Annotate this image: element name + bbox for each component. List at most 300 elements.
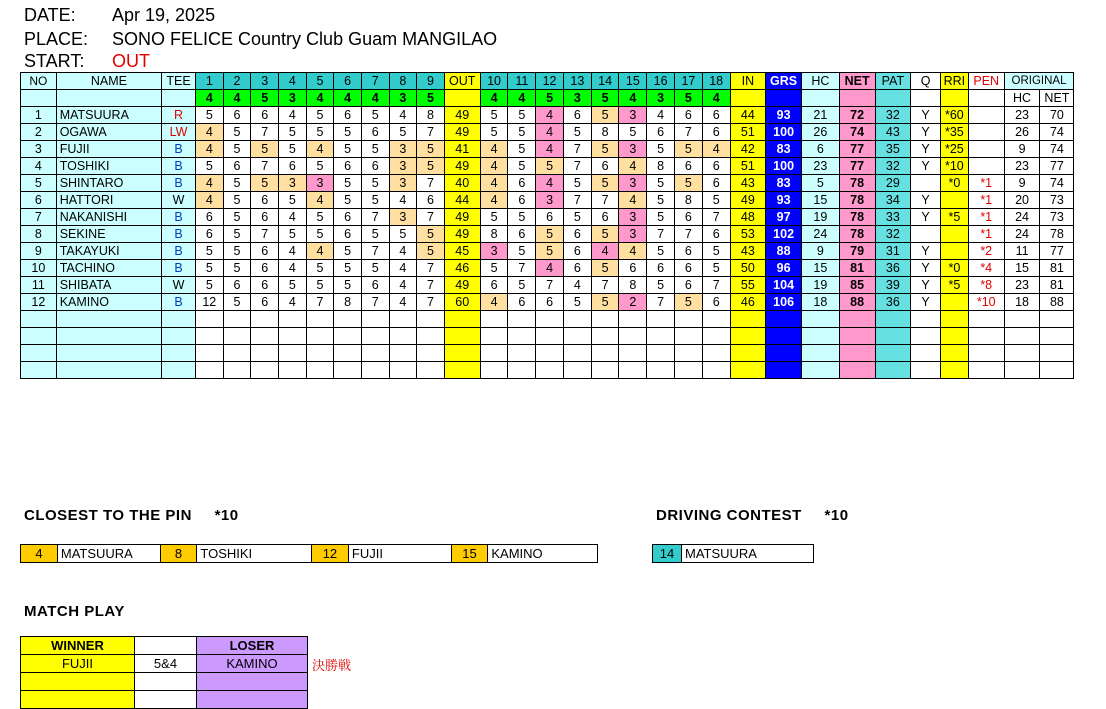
hole-score <box>619 362 647 379</box>
driving-contest-heading <box>656 507 849 524</box>
ctp-name: MATSUURA <box>58 545 161 562</box>
player-no <box>21 362 57 379</box>
orig-net-header: NET <box>1040 90 1074 107</box>
hole-score: 5 <box>619 124 647 141</box>
gross-score: 96 <box>766 260 802 277</box>
col-hole: 7 <box>361 73 389 90</box>
original-net: 88 <box>1040 294 1074 311</box>
player-row <box>21 226 1106 243</box>
col-q: Q <box>911 73 941 90</box>
hole-score <box>251 311 279 328</box>
hole-score: 5 <box>675 294 703 311</box>
original-net: 81 <box>1040 260 1074 277</box>
par-value: 3 <box>563 90 591 107</box>
hole-score <box>223 311 251 328</box>
handicap: 26 <box>802 124 840 141</box>
out-total: 60 <box>444 294 480 311</box>
putts: 31 <box>875 243 911 260</box>
hole-score: 5 <box>508 209 536 226</box>
hole-score <box>278 345 306 362</box>
hole-score: 4 <box>306 192 334 209</box>
hole-score: 6 <box>508 294 536 311</box>
penalty: *10 <box>968 294 1004 311</box>
hole-score: 4 <box>195 141 223 158</box>
hole-score: 4 <box>278 107 306 124</box>
empty-row <box>21 362 1106 379</box>
hole-score <box>647 311 675 328</box>
penalty <box>968 328 1004 345</box>
out-total: 49 <box>444 277 480 294</box>
hole-score: 4 <box>278 294 306 311</box>
hole-score <box>702 328 730 345</box>
hole-score: 5 <box>361 260 389 277</box>
hole-score <box>675 345 703 362</box>
hole-score: 5 <box>334 243 362 260</box>
hole-score <box>480 362 508 379</box>
original-net <box>1040 311 1074 328</box>
hole-score: 6 <box>647 260 675 277</box>
handicap: 24 <box>802 226 840 243</box>
hole-score: 5 <box>536 158 564 175</box>
gross-score: 83 <box>766 175 802 192</box>
original-net <box>1040 362 1074 379</box>
hole-score: 5 <box>536 226 564 243</box>
player-no: 11 <box>21 277 57 294</box>
col-hole: 4 <box>278 73 306 90</box>
hole-score <box>480 328 508 345</box>
col-hole: 8 <box>389 73 417 90</box>
hole-score <box>417 328 445 345</box>
hole-score: 6 <box>251 209 279 226</box>
hole-score: 5 <box>223 226 251 243</box>
hole-score: 5 <box>508 141 536 158</box>
hole-score: 5 <box>389 124 417 141</box>
hole-score: 5 <box>702 243 730 260</box>
net-score: 77 <box>839 141 875 158</box>
putts: 32 <box>875 226 911 243</box>
qualified <box>911 226 941 243</box>
driving-contest-points: *10 <box>824 507 849 524</box>
in-total: 42 <box>730 141 766 158</box>
net-score: 88 <box>839 294 875 311</box>
hole-score: 4 <box>306 243 334 260</box>
net-score: 79 <box>839 243 875 260</box>
hole-score: 6 <box>361 277 389 294</box>
col-no: NO <box>21 73 57 90</box>
player-row <box>21 175 1106 192</box>
rri-points <box>940 345 968 362</box>
hole-score <box>334 311 362 328</box>
player-name: MATSUURA <box>56 107 161 124</box>
player-no: 3 <box>21 141 57 158</box>
hole-score: 3 <box>619 226 647 243</box>
hole-score <box>536 345 564 362</box>
in-total: 43 <box>730 175 766 192</box>
empty-row <box>21 345 1106 362</box>
player-no: 9 <box>21 243 57 260</box>
in-total <box>730 362 766 379</box>
net-score <box>839 362 875 379</box>
original-hc: 11 <box>1004 243 1040 260</box>
col-tee: TEE <box>162 73 196 90</box>
hole-score <box>361 311 389 328</box>
penalty <box>968 107 1004 124</box>
hole-score: 7 <box>417 209 445 226</box>
hole-score <box>563 362 591 379</box>
hole-score: 5 <box>223 294 251 311</box>
result-header <box>135 637 197 655</box>
player-row <box>21 107 1106 124</box>
original-hc: 24 <box>1004 226 1040 243</box>
net-score <box>839 328 875 345</box>
hole-score: 4 <box>278 209 306 226</box>
putts: 35 <box>875 141 911 158</box>
player-tee: B <box>162 226 196 243</box>
closest-to-pin-heading <box>24 507 239 524</box>
hole-score: 5 <box>563 175 591 192</box>
hole-score: 5 <box>306 158 334 175</box>
col-hole: 15 <box>619 73 647 90</box>
hole-score: 3 <box>389 158 417 175</box>
hole-score: 6 <box>195 226 223 243</box>
putts: 33 <box>875 209 911 226</box>
penalty <box>968 124 1004 141</box>
hole-score: 6 <box>702 158 730 175</box>
hole-score <box>278 328 306 345</box>
handicap <box>802 311 840 328</box>
hole-score: 5 <box>361 192 389 209</box>
place-value: SONO FELICE Country Club Guam MANGILAO <box>112 29 498 49</box>
original-hc <box>1004 328 1040 345</box>
player-tee <box>162 345 196 362</box>
hole-score: 7 <box>647 294 675 311</box>
hole-score: 5 <box>223 124 251 141</box>
hole-score <box>306 311 334 328</box>
hole-score: 6 <box>361 124 389 141</box>
col-hole: OUT <box>444 73 480 90</box>
hole-score: 3 <box>389 141 417 158</box>
hole-score <box>508 311 536 328</box>
hole-score <box>361 328 389 345</box>
rri-points: *5 <box>940 277 968 294</box>
original-hc: 23 <box>1004 277 1040 294</box>
putts <box>875 345 911 362</box>
in-total: 53 <box>730 226 766 243</box>
scorecard-table <box>20 72 1106 379</box>
hole-score: 4 <box>536 107 564 124</box>
hole-score: 12 <box>195 294 223 311</box>
hole-score: 7 <box>563 141 591 158</box>
col-hole: 13 <box>563 73 591 90</box>
rri-points: *5 <box>940 209 968 226</box>
hole-score: 5 <box>389 226 417 243</box>
qualified <box>911 362 941 379</box>
hole-score <box>591 345 619 362</box>
hole-score <box>223 362 251 379</box>
hole-score: 4 <box>591 243 619 260</box>
penalty: *1 <box>968 192 1004 209</box>
driving-contest-strip <box>652 544 814 563</box>
hole-score <box>251 345 279 362</box>
col-hole: 16 <box>647 73 675 90</box>
hole-score <box>702 311 730 328</box>
col-rri: RRI <box>940 73 968 90</box>
net-score <box>839 345 875 362</box>
col-hc: HC <box>802 73 840 90</box>
hole-score <box>334 345 362 362</box>
hole-score <box>702 345 730 362</box>
hole-score <box>361 345 389 362</box>
hole-score <box>563 345 591 362</box>
hole-score: 4 <box>480 158 508 175</box>
loser-empty <box>197 673 308 691</box>
hole-score: 7 <box>361 209 389 226</box>
handicap <box>802 362 840 379</box>
hole-score: 6 <box>675 209 703 226</box>
gross-score: 83 <box>766 141 802 158</box>
par-value: 4 <box>508 90 536 107</box>
player-tee: B <box>162 141 196 158</box>
hole-score: 5 <box>306 277 334 294</box>
hole-score: 6 <box>675 277 703 294</box>
putts: 32 <box>875 107 911 124</box>
putts <box>875 311 911 328</box>
putts: 39 <box>875 277 911 294</box>
hole-score: 8 <box>591 124 619 141</box>
col-hole: 3 <box>251 73 279 90</box>
hole-score: 5 <box>675 175 703 192</box>
hole-score <box>223 345 251 362</box>
hole-score: 5 <box>591 141 619 158</box>
hole-score <box>334 362 362 379</box>
hole-score: 7 <box>647 226 675 243</box>
hole-score: 6 <box>223 107 251 124</box>
hole-score: 2 <box>619 294 647 311</box>
hole-score <box>389 311 417 328</box>
hole-score: 4 <box>389 294 417 311</box>
hole-score: 5 <box>417 158 445 175</box>
rri-points <box>940 362 968 379</box>
putts: 43 <box>875 124 911 141</box>
player-tee: LW <box>162 124 196 141</box>
hole-score: 4 <box>389 243 417 260</box>
date-label: DATE: <box>24 5 76 25</box>
par-blank <box>162 90 196 107</box>
hole-score: 6 <box>702 226 730 243</box>
penalty: *8 <box>968 277 1004 294</box>
hole-score: 7 <box>417 175 445 192</box>
hole-score: 4 <box>195 192 223 209</box>
net-score: 72 <box>839 107 875 124</box>
original-hc: 9 <box>1004 175 1040 192</box>
hole-score: 7 <box>563 158 591 175</box>
gross-score <box>766 362 802 379</box>
hole-score: 6 <box>223 158 251 175</box>
hole-score: 7 <box>591 192 619 209</box>
empty-row <box>21 311 1106 328</box>
ctp-name: TOSHIKI <box>197 545 312 562</box>
hole-score: 5 <box>591 175 619 192</box>
gross-score <box>766 311 802 328</box>
net-score <box>839 311 875 328</box>
hole-score: 6 <box>417 192 445 209</box>
hole-score <box>195 345 223 362</box>
qualified <box>911 345 941 362</box>
loser-empty <box>197 691 308 709</box>
hole-score <box>647 328 675 345</box>
hole-score: 5 <box>591 294 619 311</box>
hole-score <box>251 328 279 345</box>
hole-score: 6 <box>223 277 251 294</box>
player-row <box>21 158 1106 175</box>
qualified: Y <box>911 209 941 226</box>
hole-score: 5 <box>647 141 675 158</box>
driving-contest-title: DRIVING CONTEST <box>656 507 802 524</box>
gross-score: 104 <box>766 277 802 294</box>
hole-score <box>195 311 223 328</box>
col-hole: 5 <box>306 73 334 90</box>
handicap <box>802 328 840 345</box>
par-blank <box>802 90 840 107</box>
hole-score <box>278 311 306 328</box>
hole-score: 5 <box>508 243 536 260</box>
winner-name: FUJII <box>21 655 135 673</box>
hole-score: 4 <box>480 141 508 158</box>
hole-score: 5 <box>278 192 306 209</box>
par-value: 4 <box>306 90 334 107</box>
hole-score: 5 <box>195 260 223 277</box>
par-blank <box>766 90 802 107</box>
hole-score: 4 <box>536 141 564 158</box>
original-net: 81 <box>1040 277 1074 294</box>
hole-score: 5 <box>675 141 703 158</box>
qualified: Y <box>911 277 941 294</box>
qualified: Y <box>911 124 941 141</box>
hole-score: 3 <box>619 209 647 226</box>
out-total: 44 <box>444 192 480 209</box>
hole-score: 7 <box>563 192 591 209</box>
hole-score: 7 <box>508 260 536 277</box>
hole-score: 3 <box>480 243 508 260</box>
qualified: Y <box>911 260 941 277</box>
player-tee: B <box>162 294 196 311</box>
player-row <box>21 124 1106 141</box>
hole-score <box>480 345 508 362</box>
hole-score: 5 <box>480 107 508 124</box>
player-row <box>21 243 1106 260</box>
rri-points: *60 <box>940 107 968 124</box>
penalty <box>968 345 1004 362</box>
in-total: 43 <box>730 243 766 260</box>
closest-to-pin-title: CLOSEST TO THE PIN <box>24 507 192 524</box>
rri-points <box>940 294 968 311</box>
player-no <box>21 311 57 328</box>
hole-score: 6 <box>251 260 279 277</box>
hole-score <box>563 311 591 328</box>
player-tee: B <box>162 260 196 277</box>
hole-score: 3 <box>278 175 306 192</box>
hole-score: 5 <box>334 124 362 141</box>
hole-score <box>675 362 703 379</box>
original-net: 70 <box>1040 107 1074 124</box>
player-tee: W <box>162 277 196 294</box>
loser-name-text: KAMINO <box>226 656 278 671</box>
hole-score: 5 <box>334 277 362 294</box>
par-value: 5 <box>251 90 279 107</box>
hole-score: 5 <box>223 192 251 209</box>
hole-score: 5 <box>334 175 362 192</box>
original-hc: 23 <box>1004 107 1040 124</box>
col-pat: PAT <box>875 73 911 90</box>
gross-score: 93 <box>766 107 802 124</box>
original-hc: 20 <box>1004 192 1040 209</box>
hole-score: 5 <box>223 243 251 260</box>
winner-header: WINNER <box>21 637 135 655</box>
hole-score: 5 <box>278 226 306 243</box>
par-blank <box>444 90 480 107</box>
hole-score: 5 <box>306 107 334 124</box>
hole-score: 5 <box>647 277 675 294</box>
hole-score: 6 <box>702 294 730 311</box>
hole-score: 5 <box>417 226 445 243</box>
hole-score <box>647 362 675 379</box>
player-name: SHINTARO <box>56 175 161 192</box>
player-no: 6 <box>21 192 57 209</box>
player-no: 4 <box>21 158 57 175</box>
par-value: 4 <box>702 90 730 107</box>
hole-score: 5 <box>591 107 619 124</box>
hole-score: 6 <box>675 158 703 175</box>
penalty <box>968 141 1004 158</box>
hole-score <box>389 345 417 362</box>
player-name: TOSHIKI <box>56 158 161 175</box>
hole-score: 5 <box>361 226 389 243</box>
col-hole: 17 <box>675 73 703 90</box>
gross-score: 97 <box>766 209 802 226</box>
hole-score: 5 <box>251 141 279 158</box>
hole-score: 6 <box>334 209 362 226</box>
penalty: *4 <box>968 260 1004 277</box>
player-no <box>21 328 57 345</box>
player-name: TACHINO <box>56 260 161 277</box>
par-blank <box>56 90 161 107</box>
gross-score: 93 <box>766 192 802 209</box>
hole-score: 8 <box>480 226 508 243</box>
player-name: OGAWA <box>56 124 161 141</box>
hole-score: 4 <box>306 141 334 158</box>
hole-score: 5 <box>508 158 536 175</box>
hole-score <box>619 328 647 345</box>
player-no: 8 <box>21 226 57 243</box>
par-blank <box>21 90 57 107</box>
hole-score: 5 <box>334 260 362 277</box>
original-net: 74 <box>1040 124 1074 141</box>
par-blank <box>940 90 968 107</box>
hole-score <box>361 362 389 379</box>
player-tee: R <box>162 107 196 124</box>
hole-score <box>306 328 334 345</box>
hole-score: 7 <box>702 209 730 226</box>
closest-to-pin-points: *10 <box>214 507 239 524</box>
hole-score: 5 <box>508 124 536 141</box>
hole-score <box>508 345 536 362</box>
hole-score: 5 <box>591 226 619 243</box>
hole-score: 7 <box>417 260 445 277</box>
hole-score <box>334 328 362 345</box>
out-total: 45 <box>444 243 480 260</box>
penalty <box>968 158 1004 175</box>
col-hole: 12 <box>536 73 564 90</box>
